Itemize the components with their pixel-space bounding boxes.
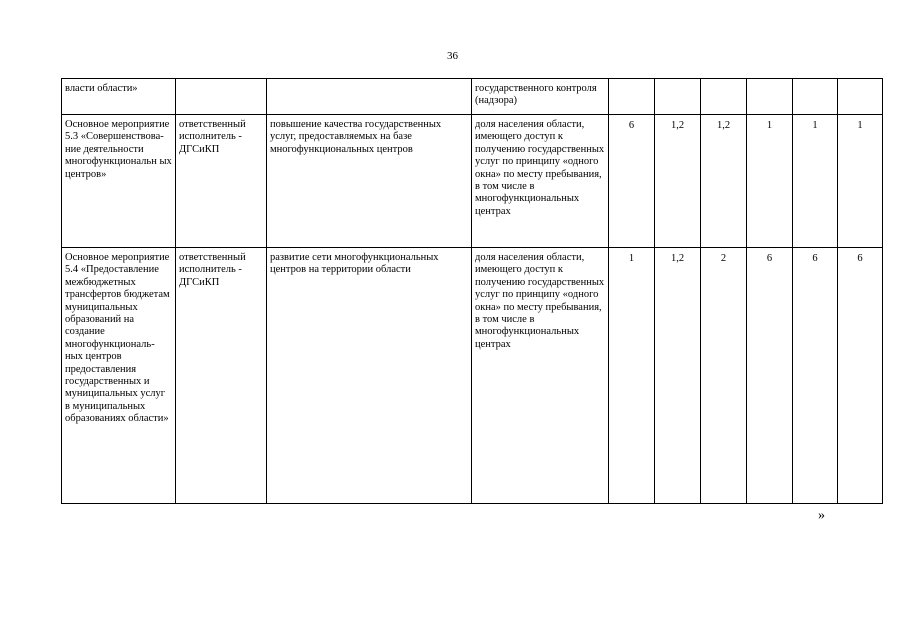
value-cell: 1 [838,115,883,248]
result-cell [267,79,472,115]
value-cell: 1,2 [655,115,701,248]
table-row [62,248,883,504]
indicator-cell: доля населения области, имеющего доступ к получению государственных услуг по принципу «одного окна» по месту пребывания, в том числе в многофункциональных центрах [472,115,609,248]
executor-cell [176,79,267,115]
value-cell: 6 [609,115,655,248]
executor-cell: ответственный исполнитель - ДГСиКП [176,115,267,248]
value-cell [655,79,701,115]
executor-cell: ответственный исполнитель - ДГСиКП [176,248,267,504]
value-cell: 6 [793,248,838,504]
table-row [62,115,883,248]
value-cell [701,79,747,115]
result-cell: развитие сети многофункциональных центров на территории области [267,248,472,504]
value-cell: 6 [838,248,883,504]
measure-name-cell: власти области» [62,79,176,115]
indicator-cell: доля населения области, имеющего доступ к получению государственных услуг по принципу «одного окна» по месту пребывания, в том числе в многофункциональных центрах [472,248,609,504]
value-cell: 1,2 [701,115,747,248]
value-cell: 2 [701,248,747,504]
program-measures-table [61,78,883,504]
closing-quote: » [818,508,825,523]
value-cell: 1 [609,248,655,504]
value-cell [747,79,793,115]
value-cell [609,79,655,115]
result-cell: повышение качества государственных услуг, предоставляемых на базе многофункциональных центров [267,115,472,248]
value-cell: 1 [793,115,838,248]
table-row [62,79,883,115]
value-cell [838,79,883,115]
value-cell: 1,2 [655,248,701,504]
indicator-cell: государственного контроля (надзора) [472,79,609,115]
page-number: 36 [447,50,458,62]
value-cell: 6 [747,248,793,504]
value-cell: 1 [747,115,793,248]
measure-name-cell: Основное мероприятие 5.4 «Предоставление межбюджетных трансфертов бюджетам муниципальных образований на создание многофункциональ-ных центров предоставления государственных и муниципальных услуг в муниципальных образованиях области» [62,248,176,504]
value-cell [793,79,838,115]
measure-name-cell: Основное мероприятие 5.3 «Совершенствова-ние деятельности многофункциональн ых центров» [62,115,176,248]
